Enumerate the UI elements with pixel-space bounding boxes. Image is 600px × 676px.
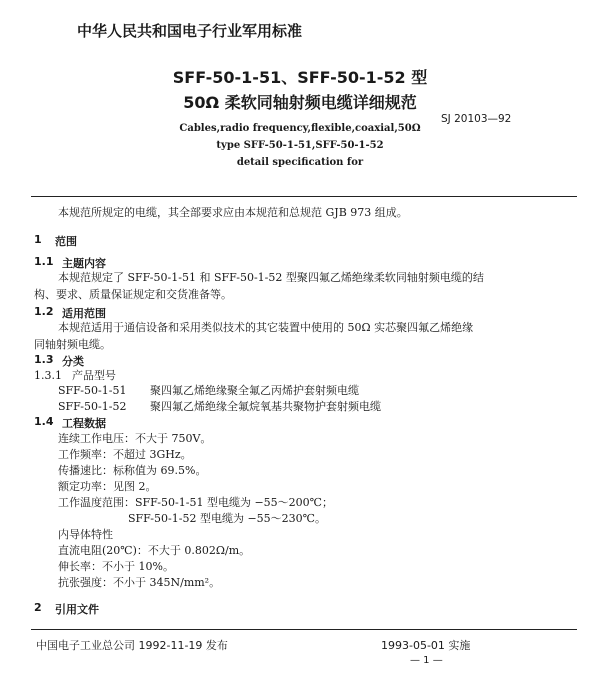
section-1-3-1-number: 1.3.1 [34, 369, 62, 382]
section-2-title: 引用文件 [55, 603, 99, 616]
model-description: 聚四氟乙烯绝缘全氟烷氧基共聚物护套射频电缆 [150, 400, 381, 413]
section-1-number: 1 [34, 233, 42, 246]
inner-conductor-title: 内导体特性 [58, 528, 113, 541]
doc-title-line2: 50Ω 柔软同轴射频电缆详细规范 [183, 93, 417, 112]
section-1-4-title: 工程数据 [62, 417, 106, 430]
model-description: 聚四氟乙烯绝缘聚全氟乙丙烯护套射频电缆 [150, 384, 359, 397]
doc-title-line1: SFF-50-1-51、SFF-50-1-52 型 [172, 68, 428, 87]
effective-date: 1993-05-01 实施 [381, 639, 471, 652]
english-title-line1: Cables,radio frequency,flexible,coaxial,50Ω [179, 123, 421, 134]
section-1-1-number: 1.1 [34, 255, 54, 268]
issue-date: 中国电子工业总公司 1992-11-19 发布 [36, 639, 228, 652]
page-number: — 1 — [410, 655, 443, 666]
english-title-line2: type SFF-50-1-51,SFF-50-1-52 [216, 140, 384, 151]
elongation: 伸长率：不小于 10%。 [58, 560, 174, 573]
english-title-line3: detail specification for [236, 157, 364, 168]
section-1-1-line2: 构、要求、质量保证规定和交货准备等。 [34, 288, 232, 301]
standard-number: SJ 20103—92 [441, 113, 512, 125]
section-1-4-number: 1.4 [34, 415, 54, 428]
section-2-number: 2 [34, 601, 42, 614]
dc-resistance: 直流电阻(20℃)：不大于 0.802Ω/m。 [58, 544, 251, 557]
section-1-1-title: 主题内容 [62, 257, 106, 270]
operating-frequency: 工作频率：不超过 3GHz。 [58, 448, 192, 461]
tensile-strength: 抗张强度：不小于 345N/mm²。 [58, 576, 221, 589]
bottom-divider [31, 629, 577, 630]
header-title: 中华人民共和国电子行业军用标准 [77, 22, 303, 40]
temperature-range-2: SFF-50-1-52 型电缆为 −55～230℃。 [128, 512, 326, 525]
section-1-3-1-title: 产品型号 [72, 369, 116, 382]
section-1-3-title: 分类 [62, 355, 84, 368]
section-1-2-number: 1.2 [34, 305, 54, 318]
temperature-range-1: 工作温度范围：SFF-50-1-51 型电缆为 −55～200℃； [58, 496, 333, 509]
model-code: SFF-50-1-51 [58, 384, 127, 397]
section-1-1-line1: 本规范规定了 SFF-50-1-51 和 SFF-50-1-52 型聚四氟乙烯绝缘柔软同轴射频电缆的结 [58, 271, 484, 284]
rated-power: 额定功率：见图 2。 [58, 480, 157, 493]
top-divider [31, 196, 577, 197]
model-code: SFF-50-1-52 [58, 400, 127, 413]
intro-paragraph: 本规范所规定的电缆，其全部要求应由本规范和总规范 GJB 973 组成。 [58, 206, 408, 219]
section-1-2-line2: 同轴射频电缆。 [34, 338, 111, 351]
section-1-2-title: 适用范围 [62, 307, 106, 320]
section-1-2-line1: 本规范适用于通信设备和采用类似技术的其它装置中使用的 50Ω 实芯聚四氟乙烯绝缘 [58, 321, 474, 334]
velocity-ratio: 传播速比：标称值为 69.5%。 [58, 464, 207, 477]
section-1-title: 范围 [55, 235, 77, 248]
section-1-3-number: 1.3 [34, 353, 54, 366]
operating-voltage: 连续工作电压：不大于 750V。 [58, 432, 212, 445]
